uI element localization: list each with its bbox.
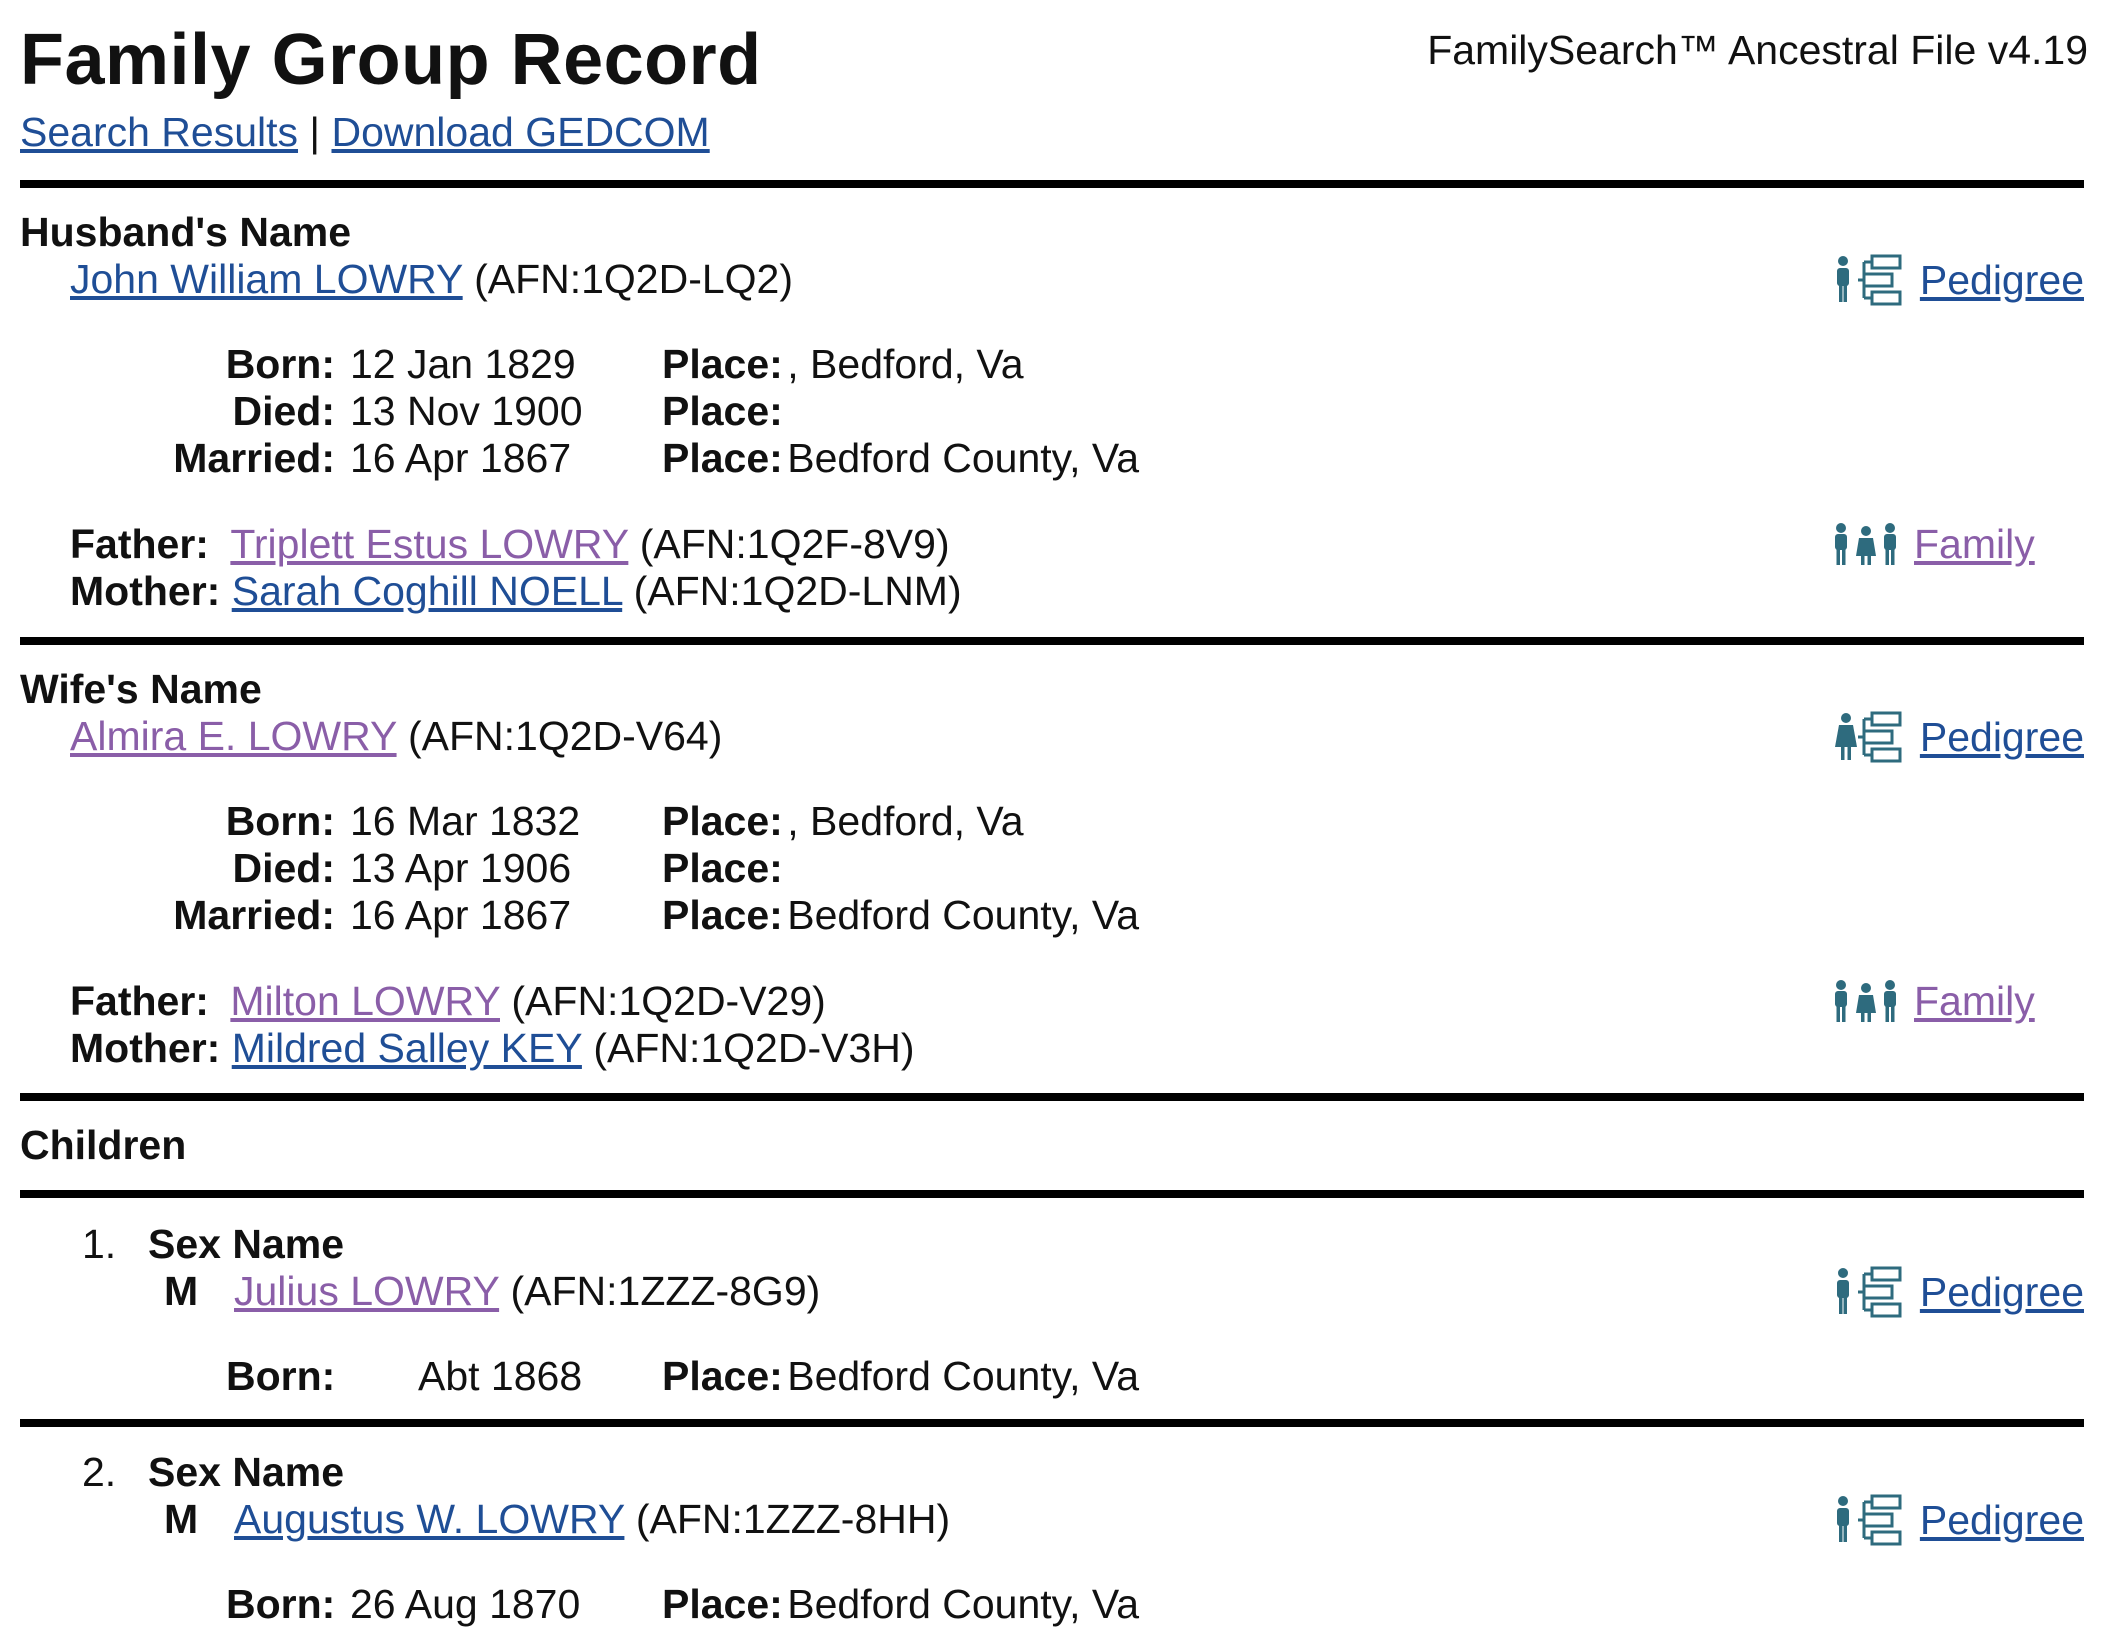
- died-label: Died:: [232, 845, 335, 891]
- download-gedcom-link[interactable]: Download GEDCOM: [331, 109, 710, 155]
- family-link[interactable]: Family: [1914, 520, 2035, 567]
- husband-born-place: , Bedford, Va: [787, 341, 1024, 387]
- wife-born-place: , Bedford, Va: [787, 798, 1024, 844]
- married-label: Married:: [173, 435, 335, 481]
- family-icon: [1832, 979, 1900, 1023]
- pedigree-icon: [1834, 254, 1906, 306]
- born-label: Born:: [225, 341, 335, 387]
- husband-afn: (AFN:1Q2D-LQ2): [474, 256, 794, 302]
- pedigree-icon: [1834, 1494, 1906, 1546]
- place-label: Place:: [662, 892, 783, 938]
- child-afn: (AFN:1ZZZ-8G9): [510, 1268, 821, 1314]
- wife-mother-line: [70, 1025, 915, 1071]
- divider: [20, 637, 2084, 645]
- wife-father-afn: (AFN:1Q2D-V29): [511, 978, 826, 1024]
- app-name: FamilySearch™ Ancestral File v4.19: [1427, 27, 2088, 73]
- top-links: [20, 109, 710, 155]
- wife-married-place: Bedford County, Va: [787, 892, 1140, 938]
- sex-name-header: Sex Name: [148, 1449, 345, 1495]
- child-name-line: [234, 1496, 951, 1542]
- child-born-place-line: [662, 1581, 1140, 1627]
- pedigree-link[interactable]: Pedigree: [1919, 1268, 2084, 1315]
- child-pedigree[interactable]: [1834, 1494, 2084, 1546]
- husband-mother-link[interactable]: Sarah Coghill NOELL: [231, 568, 623, 614]
- wife-pedigree[interactable]: [1834, 711, 2084, 763]
- wife-born: 16 Mar 1832: [350, 798, 581, 844]
- wife-name-line: [70, 713, 723, 759]
- child-name-link[interactable]: Augustus W. LOWRY: [234, 1496, 625, 1542]
- mother-label: Mother:: [70, 1025, 221, 1071]
- link-separator: |: [309, 109, 321, 155]
- wife-born-place-line: [662, 798, 1024, 844]
- father-label: Father:: [70, 978, 209, 1024]
- page-title: Family Group Record: [20, 20, 762, 100]
- child-afn: (AFN:1ZZZ-8HH): [635, 1496, 951, 1542]
- family-icon: [1832, 522, 1900, 566]
- child-born-place: Bedford County, Va: [787, 1353, 1140, 1399]
- place-label: Place:: [662, 1353, 783, 1399]
- child-name-link[interactable]: Julius LOWRY: [234, 1268, 500, 1314]
- husband-married: 16 Apr 1867: [350, 435, 572, 481]
- divider: [20, 1190, 2084, 1198]
- pedigree-link[interactable]: Pedigree: [1919, 713, 2084, 760]
- wife-mother-afn: (AFN:1Q2D-V3H): [593, 1025, 915, 1071]
- child-sex: M: [164, 1268, 199, 1314]
- husband-father-link[interactable]: Triplett Estus LOWRY: [230, 521, 629, 567]
- search-results-link[interactable]: Search Results: [20, 109, 299, 155]
- child-sex: M: [164, 1496, 199, 1542]
- pedigree-link[interactable]: Pedigree: [1919, 256, 2084, 303]
- wife-married-place-line: [662, 892, 1140, 938]
- husband-born: 12 Jan 1829: [350, 341, 576, 387]
- father-label: Father:: [70, 521, 209, 567]
- married-label: Married:: [173, 892, 335, 938]
- husband-pedigree[interactable]: [1834, 254, 2084, 306]
- sex-name-header: Sex Name: [148, 1221, 345, 1267]
- husband-parents-family[interactable]: [1832, 522, 2035, 566]
- wife-parents-family[interactable]: [1832, 979, 2035, 1023]
- wife-heading: Wife's Name: [20, 666, 262, 712]
- place-label: Place:: [662, 845, 783, 891]
- place-label: Place:: [662, 341, 783, 387]
- mother-label: Mother:: [70, 568, 221, 614]
- wife-died: 13 Apr 1906: [350, 845, 572, 891]
- child-number: 2.: [82, 1449, 117, 1495]
- husband-father-afn: (AFN:1Q2F-8V9): [639, 521, 950, 567]
- child-number: 1.: [82, 1221, 117, 1267]
- husband-name-line: [70, 256, 794, 302]
- wife-died-place-line: [662, 845, 783, 891]
- born-label: Born:: [225, 798, 335, 844]
- divider: [20, 1093, 2084, 1101]
- child-pedigree[interactable]: [1834, 1266, 2084, 1318]
- husband-born-place-line: [662, 341, 1024, 387]
- child-name-line: [234, 1268, 821, 1314]
- husband-mother-line: [70, 568, 962, 614]
- child-born: 26 Aug 1870: [350, 1581, 581, 1627]
- pedigree-link[interactable]: Pedigree: [1919, 1496, 2084, 1543]
- child-born-place: Bedford County, Va: [787, 1581, 1140, 1627]
- wife-father-line: [70, 978, 826, 1024]
- place-label: Place:: [662, 1581, 783, 1627]
- husband-married-place: Bedford County, Va: [787, 435, 1140, 481]
- husband-mother-afn: (AFN:1Q2D-LNM): [633, 568, 962, 614]
- wife-name-link[interactable]: Almira E. LOWRY: [70, 713, 397, 759]
- wife-afn: (AFN:1Q2D-V64): [407, 713, 723, 759]
- place-label: Place:: [662, 388, 783, 434]
- place-label: Place:: [662, 798, 783, 844]
- place-label: Place:: [662, 435, 783, 481]
- husband-name-link[interactable]: John William LOWRY: [70, 256, 463, 302]
- divider: [20, 1419, 2084, 1427]
- wife-father-link[interactable]: Milton LOWRY: [230, 978, 500, 1024]
- husband-heading: Husband's Name: [20, 209, 352, 255]
- born-label: Born:: [226, 1353, 336, 1399]
- husband-died: 13 Nov 1900: [350, 388, 583, 434]
- family-link[interactable]: Family: [1914, 977, 2035, 1024]
- wife-married: 16 Apr 1867: [350, 892, 572, 938]
- died-label: Died:: [232, 388, 335, 434]
- wife-mother-link[interactable]: Mildred Salley KEY: [231, 1025, 582, 1071]
- pedigree-icon: [1834, 711, 1906, 763]
- pedigree-icon: [1834, 1266, 1906, 1318]
- child-born-place-line: [662, 1353, 1140, 1399]
- husband-married-place-line: [662, 435, 1140, 481]
- children-heading: Children: [20, 1122, 187, 1168]
- divider: [20, 180, 2084, 188]
- husband-died-place-line: [662, 388, 783, 434]
- born-label: Born:: [226, 1581, 336, 1627]
- husband-father-line: [70, 521, 950, 567]
- child-born: Abt 1868: [418, 1353, 583, 1399]
